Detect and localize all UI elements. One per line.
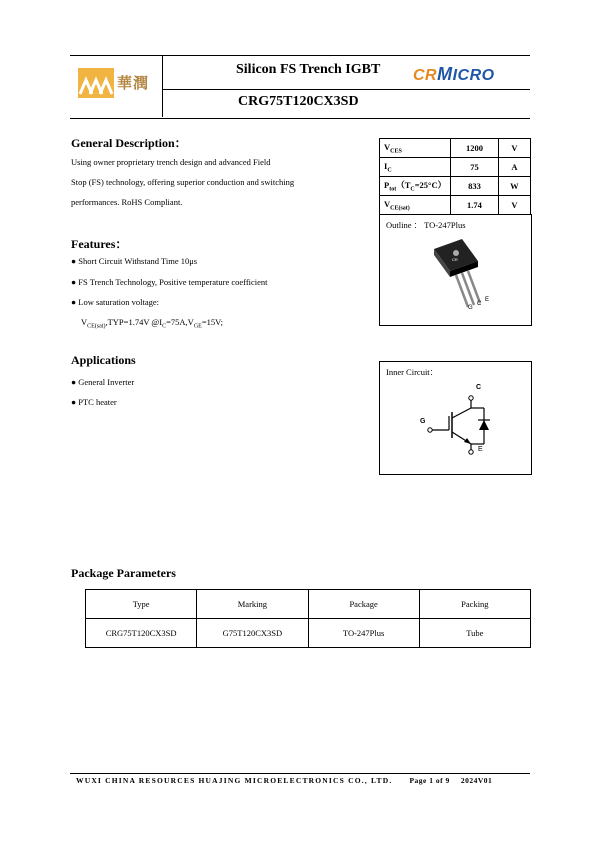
company-logo-icon [78, 68, 114, 103]
package-header-cell: Package [308, 590, 419, 619]
features-heading: Features： [71, 237, 128, 251]
application-item: ● PTC heater [71, 397, 117, 407]
package-table [85, 589, 531, 648]
application-item: ● General Inverter [71, 377, 135, 387]
spec-symbol: $V_{CES}$ [380, 139, 451, 158]
spec-row [380, 139, 531, 158]
circuit-pin-e: E [478, 446, 483, 453]
description-line: Stop (FS) technology, offering superior conduction and switching [71, 177, 295, 187]
applications-heading: Applications [71, 353, 136, 367]
spec-unit: V [498, 196, 530, 215]
spec-symbol: $I_C$ [380, 158, 451, 177]
feature-text: Low saturation voltage: [78, 297, 159, 307]
package-cell: G75T120CX3SD [197, 619, 308, 648]
footer-page: Page 1 of 9 [409, 776, 450, 785]
spec-row [380, 158, 531, 177]
document-title: Silicon FS Trench IGBT [236, 62, 381, 77]
description-line: Using owner proprietary trench design and advanced Field [71, 157, 271, 167]
spec-value: 1200 [451, 139, 499, 158]
package-data-row [86, 619, 531, 648]
outline-label: Outline ： TO-247Plus [386, 220, 466, 230]
package-header-cell: Marking [197, 590, 308, 619]
package-header-cell: Packing [419, 590, 530, 619]
spec-symbol: $P_{tot}(T_C=25^\circ C)$ [380, 177, 451, 196]
package-cell: Tube [419, 619, 530, 648]
spec-value: 833 [451, 177, 499, 196]
feature-text: FS Trench Technology, Positive temperature coefficient [78, 277, 268, 287]
feature-item: ● FS Trench Technology, Positive temperature coefficient [71, 277, 268, 287]
svg-text:CR: CR [452, 257, 458, 262]
description-line: performances. RoHS Compliant. [71, 197, 183, 207]
header-divider [162, 55, 163, 117]
general-description-text [71, 152, 361, 212]
brand-cr: CR [413, 67, 438, 84]
package-header-row [86, 590, 531, 619]
header-mid-line [162, 89, 530, 90]
inner-circuit-box [379, 361, 532, 475]
package-parameters-heading: Package Parameters [71, 566, 176, 580]
brand-m: M [437, 64, 453, 84]
circuit-pin-c: C [476, 384, 482, 391]
igbt-symbol-icon [418, 382, 518, 464]
inner-circuit-label: Inner Circuit： [386, 367, 439, 377]
package-header-cell: Type [86, 590, 197, 619]
spec-value: 75 [451, 158, 499, 177]
spec-unit: A [498, 158, 530, 177]
package-cell: CRG75T120CX3SD [86, 619, 197, 648]
outline-box [379, 214, 532, 326]
spec-row [380, 177, 531, 196]
footer-version: 2024V01 [460, 776, 493, 785]
footer-company: WUXI CHINA RESOURCES HUAJING MICROELECTRONICS CO., LTD. [76, 776, 393, 785]
general-description-heading: General Description： [71, 136, 187, 150]
company-logo-text: 華潤 [117, 76, 150, 92]
spec-symbol: $V_{CE(sat)}$ [380, 196, 451, 215]
circuit-pin-g: G [420, 418, 426, 425]
part-number: CRG75T120CX3SD [238, 94, 359, 109]
feature-item: ● Short Circuit Withstand Time 10μs [71, 256, 198, 266]
spec-value: 1.74 [451, 196, 499, 215]
package-cell: TO-247Plus [308, 619, 419, 648]
outline-pin-e: E [485, 297, 490, 303]
spec-unit: V [498, 139, 530, 158]
brand-logo [413, 64, 495, 85]
vce-sat-line: $V_{CE(sat)},TYP=1.74V$ $@I_C=75A,V_{GE}=15V$; [81, 317, 223, 330]
outline-pin-c: C [477, 301, 482, 307]
key-spec-table [379, 138, 531, 215]
footer-line [70, 773, 530, 774]
feature-text: Short Circuit Withstand Time 10μs [78, 256, 198, 266]
to247-package-icon [420, 235, 500, 321]
footer [76, 776, 492, 785]
outline-pin-g: G [468, 305, 473, 311]
spec-unit: W [498, 177, 530, 196]
feature-item: ● Low saturation voltage: [71, 297, 159, 307]
brand-icro: ICRO [452, 67, 495, 84]
spec-row [380, 196, 531, 215]
